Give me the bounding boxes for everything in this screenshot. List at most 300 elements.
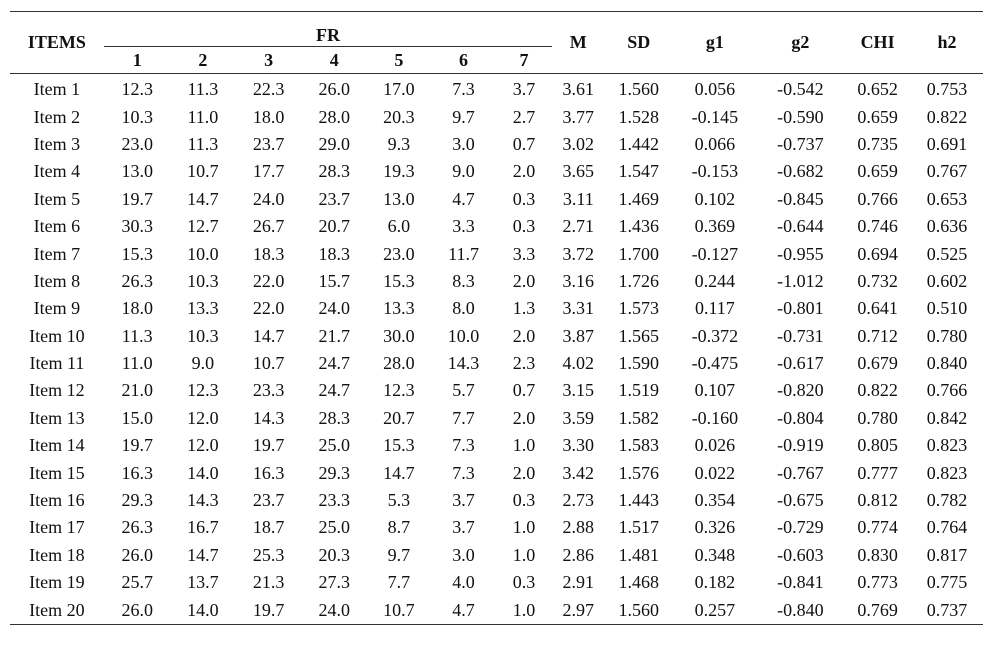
- fr-4-cell: 24.7: [318, 353, 351, 374]
- fr-3-cell: 17.7: [252, 161, 285, 182]
- h2-cell: 0.817: [926, 544, 968, 565]
- sd-cell: 1.560: [604, 596, 673, 624]
- sd-cell: 1.443: [618, 490, 660, 511]
- sd-cell: 1.583: [618, 435, 660, 456]
- fr-6-cell: 9.7: [452, 106, 475, 127]
- header-items: ITEMS: [10, 12, 104, 74]
- chi-cell: 0.805: [857, 435, 898, 456]
- fr-1-cell: 26.0: [121, 544, 153, 565]
- fr-4-cell: 29.0: [318, 133, 351, 154]
- fr-7-cell: 0.3: [512, 188, 536, 209]
- fr-1-cell: 26.0: [104, 596, 171, 624]
- g1-cell: -0.145: [691, 106, 739, 127]
- fr-1-cell: 21.0: [121, 380, 153, 401]
- fr-1-cell: 11.3: [121, 325, 153, 346]
- fr-5-cell: 30.0: [383, 325, 415, 346]
- fr-6-cell: 4.0: [452, 572, 475, 593]
- item-label: Item 4: [33, 161, 81, 182]
- fr-1-cell: 10.3: [121, 106, 153, 127]
- header-fr-3: 3: [235, 47, 302, 74]
- header-h2: h2: [911, 12, 983, 74]
- fr-7-cell: 2.0: [512, 462, 536, 483]
- fr-1-cell: 30.3: [121, 216, 153, 237]
- fr-1-cell: 23.0: [121, 133, 153, 154]
- m-cell: 3.77: [562, 106, 595, 127]
- fr-6-cell: 4.7: [431, 596, 496, 624]
- item-label: Item 9: [33, 298, 81, 319]
- g1-cell: 0.257: [673, 596, 756, 624]
- fr-2-cell: 10.3: [187, 270, 219, 291]
- g1-cell: 0.107: [694, 380, 736, 401]
- fr-5-cell: 9.3: [387, 133, 411, 154]
- fr-3-cell: 23.7: [252, 490, 285, 511]
- table-row: [10, 158, 983, 185]
- fr-4-cell: 18.3: [318, 243, 351, 264]
- chi-cell: 0.659: [857, 106, 898, 127]
- g2-cell: -0.542: [777, 79, 824, 100]
- h2-cell: 0.753: [926, 79, 968, 100]
- item-label: Item 18: [29, 544, 85, 565]
- sd-cell: 1.442: [618, 133, 660, 154]
- fr-3-cell: 19.7: [252, 435, 285, 456]
- chi-cell: 0.732: [857, 270, 898, 291]
- fr-4-cell: 28.3: [318, 161, 351, 182]
- fr-6-cell: 3.7: [452, 517, 475, 538]
- fr-2-cell: 14.0: [171, 596, 236, 624]
- g2-cell: -0.675: [777, 490, 824, 511]
- g1-cell: 0.348: [694, 544, 736, 565]
- chi-cell: 0.769: [844, 596, 911, 624]
- sd-cell: 1.565: [618, 325, 660, 346]
- h2-cell: 0.653: [926, 188, 968, 209]
- header-m: M: [552, 12, 604, 74]
- fr-4-cell: 27.3: [318, 572, 351, 593]
- fr-3-cell: 22.3: [252, 79, 285, 100]
- fr-4-cell: 15.7: [318, 270, 351, 291]
- table-row: [10, 323, 983, 350]
- fr-2-cell: 10.0: [187, 243, 219, 264]
- fr-6-cell: 3.7: [452, 490, 475, 511]
- fr-5-cell: 20.3: [383, 106, 415, 127]
- fr-5-cell: 14.7: [383, 462, 415, 483]
- header-chi: CHI: [844, 12, 911, 74]
- fr-5-cell: 5.3: [387, 490, 411, 511]
- chi-cell: 0.659: [857, 161, 898, 182]
- fr-6-cell: 7.3: [452, 435, 475, 456]
- header-g2: g2: [757, 12, 845, 74]
- fr-5-cell: 6.0: [387, 216, 411, 237]
- item-statistics-table: [10, 11, 983, 625]
- g1-cell: 0.182: [694, 572, 736, 593]
- chi-cell: 0.679: [857, 353, 898, 374]
- fr-5-cell: 13.3: [383, 298, 415, 319]
- table-row: [10, 186, 983, 213]
- fr-1-cell: 26.3: [121, 517, 153, 538]
- table-row: [10, 103, 983, 130]
- sd-cell: 1.590: [618, 353, 660, 374]
- table-row: [10, 569, 983, 596]
- fr-3-cell: 16.3: [252, 462, 285, 483]
- fr-3-cell: 14.3: [252, 407, 285, 428]
- h2-cell: 0.842: [926, 407, 968, 428]
- fr-7-cell: 1.0: [512, 435, 536, 456]
- fr-1-cell: 13.0: [121, 161, 153, 182]
- h2-cell: 0.764: [926, 517, 968, 538]
- m-cell: 2.73: [562, 490, 595, 511]
- fr-7-cell: 0.7: [512, 133, 536, 154]
- h2-cell: 0.602: [926, 270, 968, 291]
- header-fr-4: 4: [302, 47, 367, 74]
- item-label: Item 12: [29, 380, 85, 401]
- fr-5-cell: 8.7: [387, 517, 411, 538]
- chi-cell: 0.780: [857, 407, 898, 428]
- fr-3-cell: 26.7: [252, 216, 285, 237]
- h2-cell: 0.780: [926, 325, 968, 346]
- header-fr-1: 1: [104, 47, 171, 74]
- fr-7-cell: 2.7: [512, 106, 536, 127]
- chi-cell: 0.694: [857, 243, 898, 264]
- fr-7-cell: 0.3: [512, 572, 536, 593]
- g1-cell: 0.326: [694, 517, 736, 538]
- header-fr-2: 2: [171, 47, 236, 74]
- chi-cell: 0.766: [857, 188, 898, 209]
- sd-cell: 1.700: [618, 243, 660, 264]
- g1-cell: 0.354: [694, 490, 736, 511]
- m-cell: 3.42: [562, 462, 595, 483]
- fr-4-cell: 25.0: [318, 435, 351, 456]
- m-cell: 4.02: [562, 353, 595, 374]
- h2-cell: 0.510: [926, 298, 968, 319]
- fr-2-cell: 11.0: [187, 106, 219, 127]
- h2-cell: 0.782: [926, 490, 968, 511]
- fr-3-cell: 22.0: [252, 298, 285, 319]
- fr-6-cell: 3.0: [452, 544, 475, 565]
- g2-cell: -0.617: [777, 353, 824, 374]
- fr-6-cell: 7.3: [452, 79, 475, 100]
- fr-7-cell: 0.3: [512, 216, 536, 237]
- fr-3-cell: 10.7: [252, 353, 285, 374]
- fr-7-cell: 2.0: [512, 161, 536, 182]
- fr-1-cell: 15.0: [121, 407, 153, 428]
- fr-5-cell: 12.3: [383, 380, 415, 401]
- g2-cell: -0.729: [777, 517, 824, 538]
- sd-cell: 1.582: [618, 407, 660, 428]
- item-label: Item 17: [29, 517, 85, 538]
- fr-4-cell: 21.7: [318, 325, 351, 346]
- fr-1-cell: 29.3: [121, 490, 153, 511]
- chi-cell: 0.746: [857, 216, 898, 237]
- chi-cell: 0.773: [857, 572, 898, 593]
- fr-6-cell: 10.0: [447, 325, 480, 346]
- table-row: [10, 596, 983, 624]
- sd-cell: 1.528: [618, 106, 660, 127]
- g1-cell: 0.022: [694, 462, 736, 483]
- item-label: Item 1: [33, 79, 81, 100]
- fr-3-cell: 25.3: [252, 544, 285, 565]
- g1-cell: 0.066: [694, 133, 736, 154]
- fr-7-cell: 2.3: [512, 353, 536, 374]
- fr-2-cell: 12.7: [187, 216, 219, 237]
- item-label: Item 13: [29, 407, 85, 428]
- fr-7-cell: 1.0: [512, 517, 536, 538]
- fr-7-cell: 2.0: [512, 325, 536, 346]
- m-cell: 2.71: [562, 216, 595, 237]
- table-row: [10, 240, 983, 267]
- fr-6-cell: 8.0: [452, 298, 475, 319]
- item-label: Item 19: [29, 572, 85, 593]
- m-cell: 3.15: [562, 380, 595, 401]
- fr-7-cell: 1.3: [512, 298, 536, 319]
- fr-4-cell: 29.3: [318, 462, 351, 483]
- fr-2-cell: 10.7: [187, 161, 219, 182]
- m-cell: 3.65: [562, 161, 595, 182]
- m-cell: 3.61: [562, 79, 595, 100]
- fr-3-cell: 18.7: [252, 517, 285, 538]
- item-label: Item 2: [33, 106, 81, 127]
- fr-3-cell: 22.0: [252, 270, 285, 291]
- fr-2-cell: 13.3: [187, 298, 219, 319]
- sd-cell: 1.481: [618, 544, 660, 565]
- table-body: [10, 74, 983, 625]
- g1-cell: -0.372: [691, 325, 739, 346]
- g1-cell: 0.026: [694, 435, 736, 456]
- fr-7-cell: 3.3: [512, 243, 536, 264]
- fr-1-cell: 11.0: [121, 353, 153, 374]
- fr-3-cell: 14.7: [252, 325, 285, 346]
- fr-5-cell: 20.7: [383, 407, 415, 428]
- chi-cell: 0.830: [857, 544, 898, 565]
- chi-cell: 0.774: [857, 517, 898, 538]
- chi-cell: 0.641: [857, 298, 898, 319]
- fr-7-cell: 0.7: [512, 380, 536, 401]
- fr-4-cell: 24.0: [318, 298, 351, 319]
- fr-1-cell: 12.3: [121, 79, 153, 100]
- g2-cell: -0.767: [777, 462, 824, 483]
- h2-cell: 0.636: [926, 216, 968, 237]
- fr-1-cell: 16.3: [121, 462, 153, 483]
- header-fr-5: 5: [367, 47, 432, 74]
- fr-5-cell: 19.3: [383, 161, 415, 182]
- item-label: Item 8: [33, 270, 81, 291]
- fr-2-cell: 11.3: [187, 133, 219, 154]
- m-cell: 2.86: [562, 544, 595, 565]
- g2-cell: -1.012: [777, 270, 824, 291]
- chi-cell: 0.822: [857, 380, 898, 401]
- fr-2-cell: 13.7: [187, 572, 219, 593]
- fr-6-cell: 4.7: [452, 188, 475, 209]
- fr-3-cell: 23.3: [252, 380, 285, 401]
- m-cell: 2.97: [552, 596, 604, 624]
- g2-cell: -0.820: [777, 380, 824, 401]
- chi-cell: 0.812: [857, 490, 898, 511]
- h2-cell: 0.823: [926, 435, 968, 456]
- m-cell: 3.59: [562, 407, 595, 428]
- g2-cell: -0.919: [777, 435, 824, 456]
- m-cell: 3.02: [562, 133, 595, 154]
- fr-7-cell: 2.0: [512, 270, 536, 291]
- fr-5-cell: 15.3: [383, 270, 415, 291]
- m-cell: 3.31: [562, 298, 595, 319]
- item-label: Item 14: [29, 435, 85, 456]
- h2-cell: 0.767: [926, 161, 968, 182]
- fr-3-cell: 21.3: [252, 572, 285, 593]
- fr-5-cell: 13.0: [383, 188, 415, 209]
- g1-cell: -0.160: [691, 407, 739, 428]
- g1-cell: 0.117: [694, 298, 735, 319]
- fr-4-cell: 23.7: [318, 188, 351, 209]
- g1-cell: 0.102: [694, 188, 736, 209]
- sd-cell: 1.560: [618, 79, 660, 100]
- table-row: [10, 268, 983, 295]
- fr-2-cell: 14.3: [187, 490, 219, 511]
- header-row-top: [10, 12, 983, 47]
- sd-cell: 1.469: [618, 188, 660, 209]
- fr-2-cell: 14.7: [187, 544, 219, 565]
- fr-3-cell: 24.0: [252, 188, 285, 209]
- table-row: [10, 74, 983, 104]
- fr-4-cell: 23.3: [318, 490, 351, 511]
- fr-3-cell: 18.0: [252, 106, 285, 127]
- g1-cell: 0.244: [694, 270, 736, 291]
- m-cell: 2.91: [562, 572, 595, 593]
- h2-cell: 0.775: [926, 572, 968, 593]
- h2-cell: 0.737: [911, 596, 983, 624]
- fr-1-cell: 26.3: [121, 270, 153, 291]
- table-row: [10, 131, 983, 158]
- item-label: Item 7: [33, 243, 81, 264]
- table-row: [10, 405, 983, 432]
- fr-6-cell: 3.3: [452, 216, 475, 237]
- fr-1-cell: 18.0: [121, 298, 153, 319]
- fr-2-cell: 10.3: [187, 325, 219, 346]
- chi-cell: 0.777: [857, 462, 898, 483]
- fr-4-cell: 28.0: [318, 106, 351, 127]
- h2-cell: 0.823: [926, 462, 968, 483]
- fr-6-cell: 3.0: [452, 133, 475, 154]
- fr-7-cell: 1.0: [496, 596, 552, 624]
- fr-6-cell: 8.3: [452, 270, 475, 291]
- fr-7-cell: 0.3: [512, 490, 536, 511]
- g1-cell: -0.475: [691, 353, 739, 374]
- g1-cell: 0.056: [694, 79, 736, 100]
- g2-cell: -0.644: [777, 216, 824, 237]
- g1-cell: 0.369: [694, 216, 736, 237]
- chi-cell: 0.652: [857, 79, 898, 100]
- fr-2-cell: 14.7: [187, 188, 219, 209]
- fr-4-cell: 20.7: [318, 216, 351, 237]
- g2-cell: -0.804: [777, 407, 824, 428]
- table-row: [10, 459, 983, 486]
- h2-cell: 0.525: [926, 243, 968, 264]
- g2-cell: -0.737: [777, 133, 824, 154]
- item-label: Item 15: [29, 462, 85, 483]
- table-row: [10, 377, 983, 404]
- fr-7-cell: 3.7: [512, 79, 536, 100]
- table-row: [10, 213, 983, 240]
- item-label: Item 20: [10, 596, 104, 624]
- h2-cell: 0.822: [926, 106, 968, 127]
- item-label: Item 10: [29, 325, 85, 346]
- fr-2-cell: 9.0: [191, 353, 215, 374]
- fr-4-cell: 24.7: [318, 380, 351, 401]
- g2-cell: -0.731: [777, 325, 824, 346]
- fr-6-cell: 7.7: [452, 407, 475, 428]
- g1-cell: -0.127: [691, 243, 739, 264]
- g1-cell: -0.153: [691, 161, 739, 182]
- fr-4-cell: 26.0: [318, 79, 351, 100]
- table-row: [10, 514, 983, 541]
- item-label: Item 5: [33, 188, 81, 209]
- table-row: [10, 487, 983, 514]
- g2-cell: -0.840: [757, 596, 845, 624]
- fr-5-cell: 7.7: [387, 572, 411, 593]
- fr-2-cell: 12.0: [187, 407, 219, 428]
- sd-cell: 1.517: [618, 517, 660, 538]
- fr-4-cell: 25.0: [318, 517, 351, 538]
- fr-5-cell: 10.7: [367, 596, 432, 624]
- fr-7-cell: 1.0: [512, 544, 536, 565]
- fr-6-cell: 5.7: [452, 380, 475, 401]
- fr-6-cell: 7.3: [452, 462, 475, 483]
- fr-5-cell: 28.0: [383, 353, 415, 374]
- m-cell: 3.11: [562, 188, 594, 209]
- m-cell: 2.88: [562, 517, 595, 538]
- fr-6-cell: 11.7: [448, 243, 479, 264]
- fr-5-cell: 23.0: [383, 243, 415, 264]
- sd-cell: 1.519: [618, 380, 660, 401]
- item-label: Item 6: [33, 216, 81, 237]
- fr-4-cell: 28.3: [318, 407, 351, 428]
- table-header: [10, 12, 983, 74]
- fr-5-cell: 17.0: [383, 79, 415, 100]
- fr-4-cell: 24.0: [302, 596, 367, 624]
- h2-cell: 0.691: [926, 133, 968, 154]
- table-row: [10, 295, 983, 322]
- chi-cell: 0.735: [857, 133, 898, 154]
- item-label: Item 11: [29, 353, 85, 374]
- fr-5-cell: 9.7: [387, 544, 411, 565]
- fr-1-cell: 25.7: [121, 572, 153, 593]
- fr-2-cell: 11.3: [187, 79, 219, 100]
- item-label: Item 16: [29, 490, 85, 511]
- table-row: [10, 432, 983, 459]
- fr-5-cell: 15.3: [383, 435, 415, 456]
- fr-7-cell: 2.0: [512, 407, 536, 428]
- sd-cell: 1.468: [618, 572, 660, 593]
- item-label: Item 3: [33, 133, 81, 154]
- fr-2-cell: 12.3: [187, 380, 219, 401]
- m-cell: 3.30: [562, 435, 595, 456]
- sd-cell: 1.726: [618, 270, 660, 291]
- sd-cell: 1.547: [618, 161, 660, 182]
- fr-3-cell: 18.3: [252, 243, 285, 264]
- fr-3-cell: 19.7: [235, 596, 302, 624]
- g2-cell: -0.955: [777, 243, 824, 264]
- header-fr: FR: [104, 12, 552, 47]
- m-cell: 3.87: [562, 325, 595, 346]
- chi-cell: 0.712: [857, 325, 898, 346]
- table-row: [10, 542, 983, 569]
- header-sd: SD: [604, 12, 673, 74]
- sd-cell: 1.573: [618, 298, 660, 319]
- fr-4-cell: 20.3: [318, 544, 351, 565]
- g2-cell: -0.682: [777, 161, 824, 182]
- fr-3-cell: 23.7: [252, 133, 285, 154]
- fr-2-cell: 16.7: [187, 517, 219, 538]
- fr-1-cell: 15.3: [121, 243, 153, 264]
- g2-cell: -0.590: [777, 106, 824, 127]
- header-g1: g1: [673, 12, 756, 74]
